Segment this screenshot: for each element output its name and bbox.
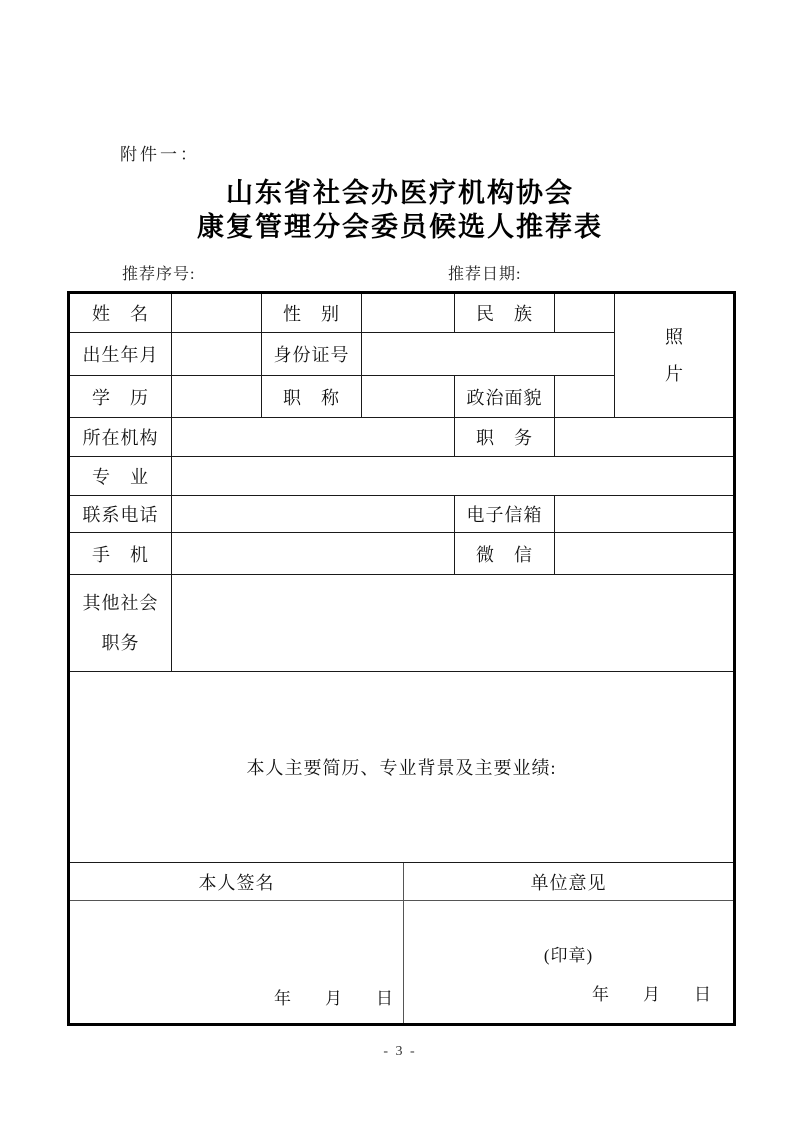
political-status-label: 政治面貌 <box>455 376 555 418</box>
attachment-label: 附件一： <box>120 145 200 164</box>
signature-section <box>69 863 735 1025</box>
email-label: 电子信箱 <box>455 496 555 533</box>
form-title-line1: 山东省社会办医疗机构协会 <box>226 178 574 208</box>
ethnicity-field[interactable] <box>555 293 615 333</box>
recommend-date-label: 推荐日期: <box>448 266 522 283</box>
institution-field[interactable] <box>172 418 455 457</box>
position-field[interactable] <box>555 418 735 457</box>
other-posts-field[interactable] <box>172 575 735 672</box>
signature-area[interactable] <box>70 901 404 1023</box>
name-field[interactable] <box>172 293 262 333</box>
wechat-label: 微 信 <box>455 533 555 575</box>
education-field[interactable] <box>172 376 262 418</box>
id-number-label: 身份证号 <box>262 333 362 376</box>
gender-field[interactable] <box>362 293 455 333</box>
resume-area[interactable] <box>69 672 735 863</box>
position-label: 职 务 <box>455 418 555 457</box>
id-number-field[interactable] <box>362 333 615 376</box>
mobile-field[interactable] <box>172 533 455 575</box>
birthdate-label: 出生年月 <box>69 333 172 376</box>
specialty-field[interactable] <box>172 457 735 496</box>
other-posts-label: 其他社会 职务 <box>69 575 172 672</box>
photo-label: 照 片 <box>665 327 683 384</box>
birthdate-field[interactable] <box>172 333 262 376</box>
seal-label: (印章) <box>543 946 594 965</box>
wechat-field[interactable] <box>555 533 735 575</box>
name-label: 姓 名 <box>69 293 172 333</box>
unit-opinion-header: 单位意见 <box>404 863 733 901</box>
page-number: - 3 - <box>383 1044 417 1059</box>
unit-date-blank: 年 月 日 <box>592 985 711 1004</box>
gender-label: 性 别 <box>262 293 362 333</box>
professional-title-field[interactable] <box>362 376 455 418</box>
phone-label: 联系电话 <box>69 496 172 533</box>
serial-number-label: 推荐序号: <box>122 266 196 283</box>
email-field[interactable] <box>555 496 735 533</box>
education-label: 学 历 <box>69 376 172 418</box>
ethnicity-label: 民 族 <box>455 293 555 333</box>
form-title <box>0 176 800 244</box>
signature-header: 本人签名 <box>70 863 404 901</box>
signature-date-blank: 年 月 日 <box>274 989 393 1008</box>
phone-field[interactable] <box>172 496 455 533</box>
resume-section-label: 本人主要简历、专业背景及主要业绩: <box>246 758 557 778</box>
unit-opinion-area[interactable] <box>404 901 733 1023</box>
form-title-line2: 康复管理分会委员候选人推荐表 <box>197 212 603 242</box>
photo-area <box>615 293 735 418</box>
institution-label: 所在机构 <box>69 418 172 457</box>
specialty-label: 专 业 <box>69 457 172 496</box>
mobile-label: 手 机 <box>69 533 172 575</box>
political-status-field[interactable] <box>555 376 615 418</box>
professional-title-label: 职 称 <box>262 376 362 418</box>
recommendation-form-table <box>67 291 736 1026</box>
